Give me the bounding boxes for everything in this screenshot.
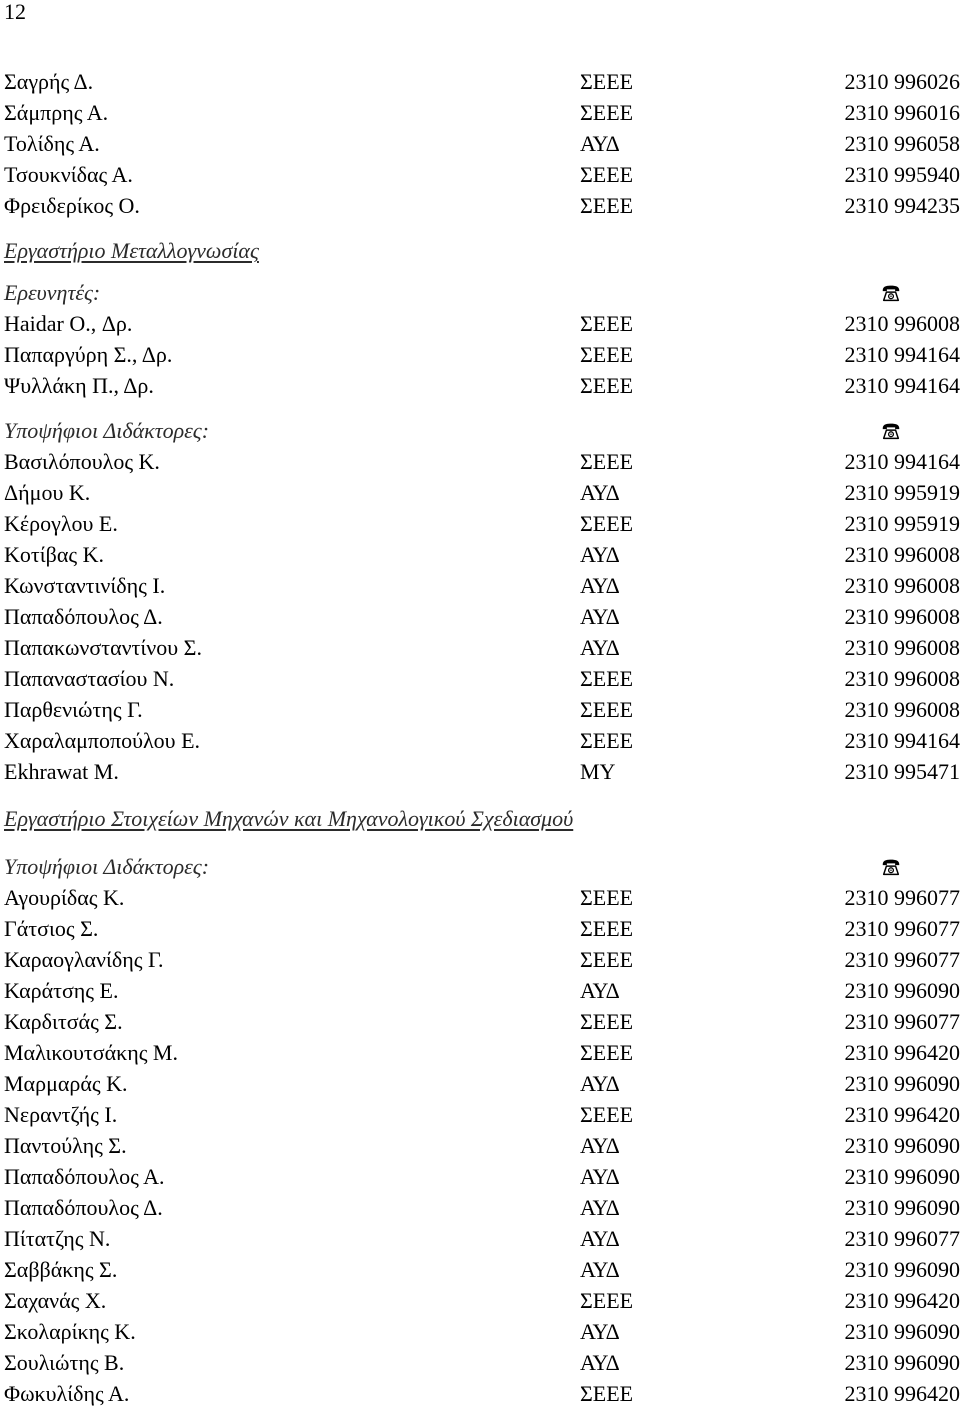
directory-row <box>4 601 960 632</box>
person-name: Αγουρίδας Κ. <box>4 885 125 910</box>
person-name: Κωνσταντινίδης Ι. <box>4 573 166 598</box>
person-name: Παπαδόπουλος Δ. <box>4 604 163 629</box>
directory-row <box>4 446 960 477</box>
directory-row <box>4 66 960 97</box>
department-code: ΣΕΕΕ <box>580 666 634 691</box>
phone-number: 2310 996420 <box>844 1102 960 1127</box>
phd-candidates-label: Υποψήφιοι Διδάκτορες: <box>4 418 210 443</box>
telephone-icon <box>880 420 902 442</box>
person-name: Πίτατζης Ν. <box>4 1226 111 1251</box>
department-code: ΑΥΔ <box>580 604 620 629</box>
person-name: Παρθενιώτης Γ. <box>4 697 143 722</box>
directory-row <box>4 1161 960 1192</box>
phone-number: 2310 996420 <box>844 1381 960 1406</box>
directory-row <box>4 1068 960 1099</box>
phone-number: 2310 996077 <box>844 947 960 972</box>
phd-candidates-label: Υποψήφιοι Διδάκτορες: <box>4 854 210 879</box>
department-code: ΣΕΕΕ <box>580 947 634 972</box>
department-code: ΑΥΔ <box>580 480 620 505</box>
department-code: ΣΕΕΕ <box>580 916 634 941</box>
phone-number: 2310 996420 <box>844 1288 960 1313</box>
department-code: ΑΥΔ <box>580 1350 620 1375</box>
section-continued-list <box>4 66 960 221</box>
department-code: ΣΕΕΕ <box>580 193 634 218</box>
department-code: ΜΥ <box>580 759 616 784</box>
phone-number: 2310 996008 <box>844 635 960 660</box>
directory-row <box>4 975 960 1006</box>
phone-number: 2310 994235 <box>844 193 960 218</box>
phone-number: 2310 996090 <box>844 1071 960 1096</box>
person-name: Σαγρής Δ. <box>4 69 94 94</box>
directory-row <box>4 694 960 725</box>
directory-row <box>4 1378 960 1409</box>
directory-row <box>4 1006 960 1037</box>
phone-number: 2310 995919 <box>844 480 960 505</box>
directory-row <box>4 725 960 756</box>
researchers-label: Ερευνητές: <box>4 280 101 305</box>
directory-row <box>4 944 960 975</box>
phone-number: 2310 996016 <box>844 100 960 125</box>
person-name: Καρδιτσάς Σ. <box>4 1009 123 1034</box>
department-code: ΣΕΕΕ <box>580 311 634 336</box>
phone-number: 2310 994164 <box>844 449 960 474</box>
phone-number: 2310 996090 <box>844 1257 960 1282</box>
department-code: ΑΥΔ <box>580 1071 620 1096</box>
department-code: ΣΕΕΕ <box>580 449 634 474</box>
phone-number: 2310 994164 <box>844 342 960 367</box>
phone-number: 2310 996077 <box>844 1009 960 1034</box>
person-name: Ψυλλάκη Π., Δρ. <box>4 373 154 398</box>
directory-row <box>4 1316 960 1347</box>
phone-number: 2310 996420 <box>844 1040 960 1065</box>
directory-row <box>4 128 960 159</box>
department-code: ΣΕΕΕ <box>580 728 634 753</box>
directory-row <box>4 1037 960 1068</box>
directory-row <box>4 477 960 508</box>
directory-row <box>4 1285 960 1316</box>
department-code: ΣΕΕΕ <box>580 342 634 367</box>
phone-number: 2310 996090 <box>844 1164 960 1189</box>
page-number: 12 <box>4 0 26 24</box>
directory-row <box>4 370 960 401</box>
directory-row <box>4 1192 960 1223</box>
person-name: Σαββάκης Σ. <box>4 1257 118 1282</box>
phone-number: 2310 996058 <box>844 131 960 156</box>
person-name: Καραογλανίδης Γ. <box>4 947 164 972</box>
phone-number: 2310 996090 <box>844 1195 960 1220</box>
directory-row <box>4 1223 960 1254</box>
phd-candidates-list-metallography <box>4 446 960 787</box>
person-name: Ekhrawat M. <box>4 759 119 784</box>
department-code: ΑΥΔ <box>580 1257 620 1282</box>
phone-number: 2310 996090 <box>844 1319 960 1344</box>
directory-row <box>4 190 960 221</box>
person-name: Γάτσιος Σ. <box>4 916 99 941</box>
department-code: ΑΥΔ <box>580 542 620 567</box>
person-name: Τσουκνίδας Α. <box>4 162 133 187</box>
directory-row <box>4 570 960 601</box>
department-code: ΑΥΔ <box>580 1133 620 1158</box>
directory-row <box>4 882 960 913</box>
phone-number: 2310 994164 <box>844 728 960 753</box>
department-code: ΣΕΕΕ <box>580 1040 634 1065</box>
lab-title-text: Εργαστήριο Στοιχείων Μηχανών και Μηχανολογικού Σχεδιασμού <box>4 806 574 831</box>
person-name: Φρειδερίκος Ο. <box>4 193 140 218</box>
person-name: Παπαργύρη Σ., Δρ. <box>4 342 173 367</box>
directory-row <box>4 913 960 944</box>
directory-row <box>4 339 960 370</box>
department-code: ΣΕΕΕ <box>580 373 634 398</box>
phone-number: 2310 996008 <box>844 604 960 629</box>
phd-candidates-heading-metallography <box>4 415 960 446</box>
phd-candidates-list-machine-elements <box>4 882 960 1409</box>
department-code: ΑΥΔ <box>580 1226 620 1251</box>
directory-row <box>4 1347 960 1378</box>
person-name: Παπαδόπουλος Α. <box>4 1164 165 1189</box>
directory-row <box>4 308 960 339</box>
department-code: ΑΥΔ <box>580 131 620 156</box>
person-name: Μαρμαράς Κ. <box>4 1071 128 1096</box>
phone-number: 2310 995940 <box>844 162 960 187</box>
phone-number: 2310 995471 <box>844 759 960 784</box>
telephone-icon <box>880 856 902 878</box>
directory-row <box>4 97 960 128</box>
researchers-list <box>4 308 960 401</box>
directory-row <box>4 1254 960 1285</box>
department-code: ΑΥΔ <box>580 1319 620 1344</box>
department-code: ΣΕΕΕ <box>580 1381 634 1406</box>
phone-number: 2310 996077 <box>844 885 960 910</box>
person-name: Σουλιώτης Β. <box>4 1350 125 1375</box>
phone-number: 2310 996008 <box>844 311 960 336</box>
department-code: ΑΥΔ <box>580 1164 620 1189</box>
phone-number: 2310 996090 <box>844 1133 960 1158</box>
phd-candidates-heading-machine-elements <box>4 851 960 882</box>
phone-number: 2310 996008 <box>844 542 960 567</box>
person-name: Νεραντζής Ι. <box>4 1102 118 1127</box>
lab-title-machine-elements <box>4 803 960 835</box>
department-code: ΑΥΔ <box>580 1195 620 1220</box>
department-code: ΑΥΔ <box>580 635 620 660</box>
phone-number: 2310 995919 <box>844 511 960 536</box>
lab-title-metallography <box>4 235 960 267</box>
person-name: Φωκυλίδης Α. <box>4 1381 130 1406</box>
person-name: Κοτίβας Κ. <box>4 542 104 567</box>
directory-row <box>4 663 960 694</box>
directory-row <box>4 1099 960 1130</box>
department-code: ΣΕΕΕ <box>580 69 634 94</box>
department-code: ΣΕΕΕ <box>580 100 634 125</box>
directory-row <box>4 159 960 190</box>
phone-number: 2310 994164 <box>844 373 960 398</box>
phone-number: 2310 996008 <box>844 573 960 598</box>
department-code: ΣΕΕΕ <box>580 511 634 536</box>
person-name: Τολίδης Α. <box>4 131 100 156</box>
phone-number: 2310 996026 <box>844 69 960 94</box>
person-name: Δήμου Κ. <box>4 480 91 505</box>
phone-number: 2310 996090 <box>844 978 960 1003</box>
person-name: Παπαναστασίου Ν. <box>4 666 175 691</box>
person-name: Σκολαρίκης Κ. <box>4 1319 136 1344</box>
department-code: ΑΥΔ <box>580 978 620 1003</box>
person-name: Σαχανάς Χ. <box>4 1288 107 1313</box>
directory-content <box>4 66 960 1409</box>
person-name: Βασιλόπουλος Κ. <box>4 449 160 474</box>
person-name: Παπακωνσταντίνου Σ. <box>4 635 202 660</box>
phone-number: 2310 996008 <box>844 666 960 691</box>
department-code: ΣΕΕΕ <box>580 1102 634 1127</box>
directory-row <box>4 539 960 570</box>
department-code: ΣΕΕΕ <box>580 697 634 722</box>
person-name: Χαραλαμποπούλου Ε. <box>4 728 201 753</box>
department-code: ΣΕΕΕ <box>580 885 634 910</box>
directory-row <box>4 508 960 539</box>
directory-row <box>4 632 960 663</box>
directory-row <box>4 756 960 787</box>
person-name: Μαλικουτσάκης Μ. <box>4 1040 178 1065</box>
phone-number: 2310 996077 <box>844 1226 960 1251</box>
phone-number: 2310 996008 <box>844 697 960 722</box>
department-code: ΣΕΕΕ <box>580 1009 634 1034</box>
person-name: Καράτσης Ε. <box>4 978 119 1003</box>
person-name: Σάμπρης Α. <box>4 100 109 125</box>
person-name: Κέρογλου Ε. <box>4 511 118 536</box>
department-code: ΣΕΕΕ <box>580 1288 634 1313</box>
phone-number: 2310 996090 <box>844 1350 960 1375</box>
person-name: Παπαδόπουλος Δ. <box>4 1195 163 1220</box>
telephone-icon <box>880 282 902 304</box>
phone-number: 2310 996077 <box>844 916 960 941</box>
department-code: ΑΥΔ <box>580 573 620 598</box>
person-name: Haidar O., Δρ. <box>4 311 133 336</box>
researchers-heading <box>4 277 960 308</box>
lab-title-text: Εργαστήριο Μεταλλογνωσίας <box>4 238 259 263</box>
directory-row <box>4 1130 960 1161</box>
person-name: Παντούλης Σ. <box>4 1133 127 1158</box>
department-code: ΣΕΕΕ <box>580 162 634 187</box>
